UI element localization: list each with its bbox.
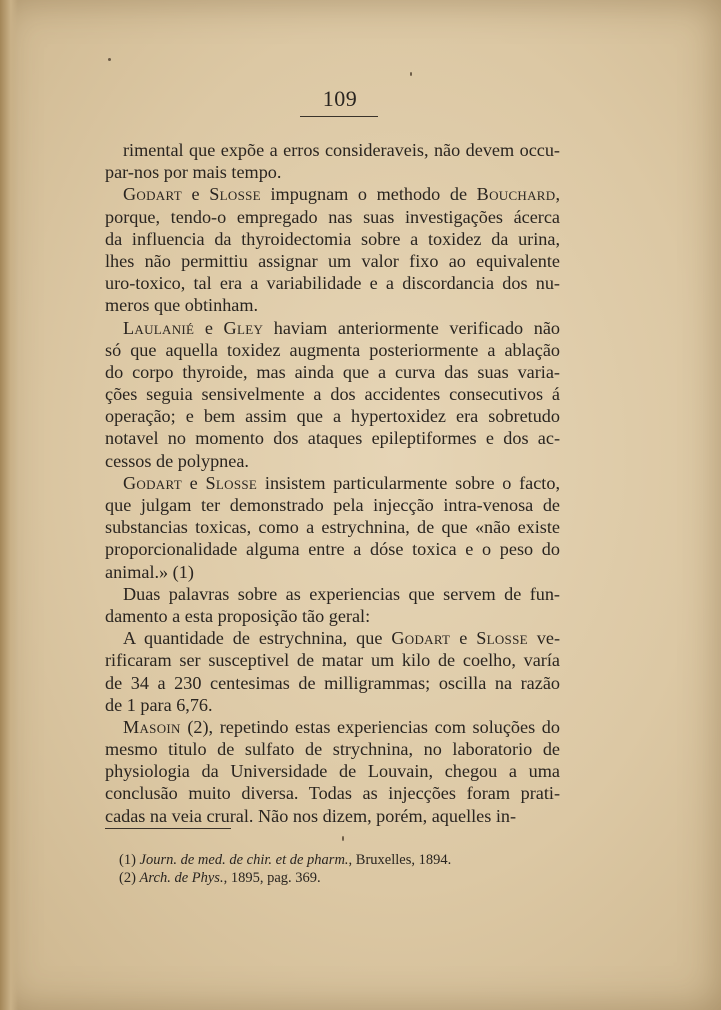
text-run: impugnam o methodo de bbox=[260, 184, 477, 205]
author-name: Slosse bbox=[209, 184, 261, 205]
footnote-source-title: Journ. de med. de chir. et de pharm. bbox=[139, 852, 349, 868]
footnote-marker: (1) bbox=[119, 852, 140, 868]
text-line: physiologia da Universidade de Louvain, chegou a uma bbox=[105, 761, 560, 782]
footnote-source-title: Arch. de Phys. bbox=[139, 870, 224, 886]
text-line: cessos de polypnea. bbox=[105, 450, 249, 471]
text-run: e bbox=[181, 184, 210, 205]
footnote-marker: (2) bbox=[119, 870, 140, 886]
footnote-details: , 1895, pag. 369. bbox=[223, 870, 321, 886]
text-line: mesmo titulo de sulfato de strychnina, no laboratorio de bbox=[105, 739, 560, 760]
text-line: lhes não permittiu assignar um valor fixo ao equivalente bbox=[105, 250, 560, 271]
text-line bbox=[105, 716, 560, 738]
text-line: Duas palavras sobre as experiencias que servem de fun- bbox=[123, 583, 560, 604]
paragraph bbox=[105, 139, 560, 183]
text-run: ve- bbox=[527, 628, 561, 649]
text-line: conclusão muito diversa. Todas as injecções foram prati- bbox=[105, 783, 560, 804]
footnotes bbox=[119, 851, 559, 887]
text-line: porque, tendo-o empregado nas suas investigações ácerca bbox=[105, 206, 560, 227]
text-line: operação; e bem assim que a hypertoxidez era sobretudo bbox=[105, 406, 560, 427]
paragraph bbox=[105, 583, 560, 627]
text-line: notavel no momento dos ataques epileptiformes e dos ac- bbox=[105, 428, 560, 449]
footnote bbox=[119, 851, 559, 869]
text-line: animal.» (1) bbox=[105, 561, 194, 582]
text-line: rificaram ser susceptivel de matar um kilo de coelho, varía bbox=[105, 650, 560, 671]
paragraph bbox=[105, 716, 560, 827]
footnote-rule bbox=[105, 828, 231, 829]
page-number-rule bbox=[300, 116, 378, 117]
author-name: Masoin bbox=[123, 716, 181, 737]
paragraph bbox=[105, 472, 560, 583]
text-run: , bbox=[555, 184, 561, 205]
text-line bbox=[105, 627, 560, 649]
text-line: de 1 para 6,76. bbox=[105, 694, 213, 715]
text-run: e bbox=[194, 317, 224, 338]
text-run: haviam anteriormente verificado não bbox=[263, 317, 560, 338]
author-name: Godart bbox=[123, 472, 182, 493]
text-run: (2), repetindo estas experiencias com soluções do bbox=[180, 716, 560, 737]
text-run: A quantidade de estrychnina, que bbox=[123, 628, 392, 649]
paper-speck bbox=[410, 72, 412, 76]
text-line: do corpo thyroide, mas ainda que a curva das suas varia- bbox=[105, 361, 560, 382]
paragraph bbox=[105, 317, 560, 472]
text-run: insistem particularmente sobre o facto, bbox=[257, 472, 560, 493]
author-name: Laulanié bbox=[123, 317, 195, 338]
footnote bbox=[119, 869, 559, 887]
text-line: rimental que expõe a erros consideraveis, não devem occu- bbox=[123, 140, 560, 160]
text-line: proporcionalidade alguma entre a dóse toxica e o peso do bbox=[105, 539, 560, 560]
text-run: e bbox=[450, 628, 477, 649]
text-line: uro-toxico, tal era a variabilidade e a discordancia dos nu- bbox=[105, 273, 560, 294]
footnote-details: , Bruxelles, 1894. bbox=[348, 852, 452, 868]
paragraph bbox=[105, 183, 560, 316]
text-line: ções seguia sensivelmente a dos accidentes consecutivos á bbox=[105, 384, 560, 405]
text-run: e bbox=[181, 472, 206, 493]
text-line bbox=[105, 183, 560, 205]
text-line: cadas na veia crural. Não nos dizem, porém, aquelles in- bbox=[105, 805, 517, 826]
author-name: Slosse bbox=[205, 472, 258, 493]
paper-speck bbox=[108, 58, 111, 61]
text-line: só que aquella toxidez augmenta posteriormente a ablação bbox=[105, 339, 560, 360]
page-number: 109 bbox=[322, 86, 358, 111]
paragraph bbox=[105, 627, 560, 716]
text-line: par-nos por mais tempo. bbox=[105, 162, 282, 183]
text-line: de 34 a 230 centesimas de milligrammas; oscilla na razão bbox=[105, 672, 560, 693]
author-name: Gley bbox=[223, 317, 264, 338]
text-line: substancias toxicas, como a estrychnina, de que «não existe bbox=[105, 517, 560, 538]
text-line bbox=[105, 317, 560, 339]
text-line: damento a esta proposição tão geral: bbox=[105, 605, 371, 626]
body-text bbox=[105, 139, 560, 827]
author-name: Godart bbox=[391, 628, 451, 649]
author-name: Godart bbox=[123, 184, 182, 205]
text-line: que julgam ter demonstrado pela injecção intra-venosa de bbox=[105, 495, 560, 515]
text-line: meros que obtinham. bbox=[105, 295, 259, 316]
paper-speck bbox=[342, 836, 344, 841]
text-line: da influencia da thyroidectomia sobre a toxidez da urina, bbox=[105, 228, 560, 249]
author-name: Bouchard bbox=[476, 184, 556, 205]
page-edge-shadow bbox=[0, 0, 18, 1010]
text-line bbox=[105, 472, 560, 494]
author-name: Slosse bbox=[476, 628, 528, 649]
